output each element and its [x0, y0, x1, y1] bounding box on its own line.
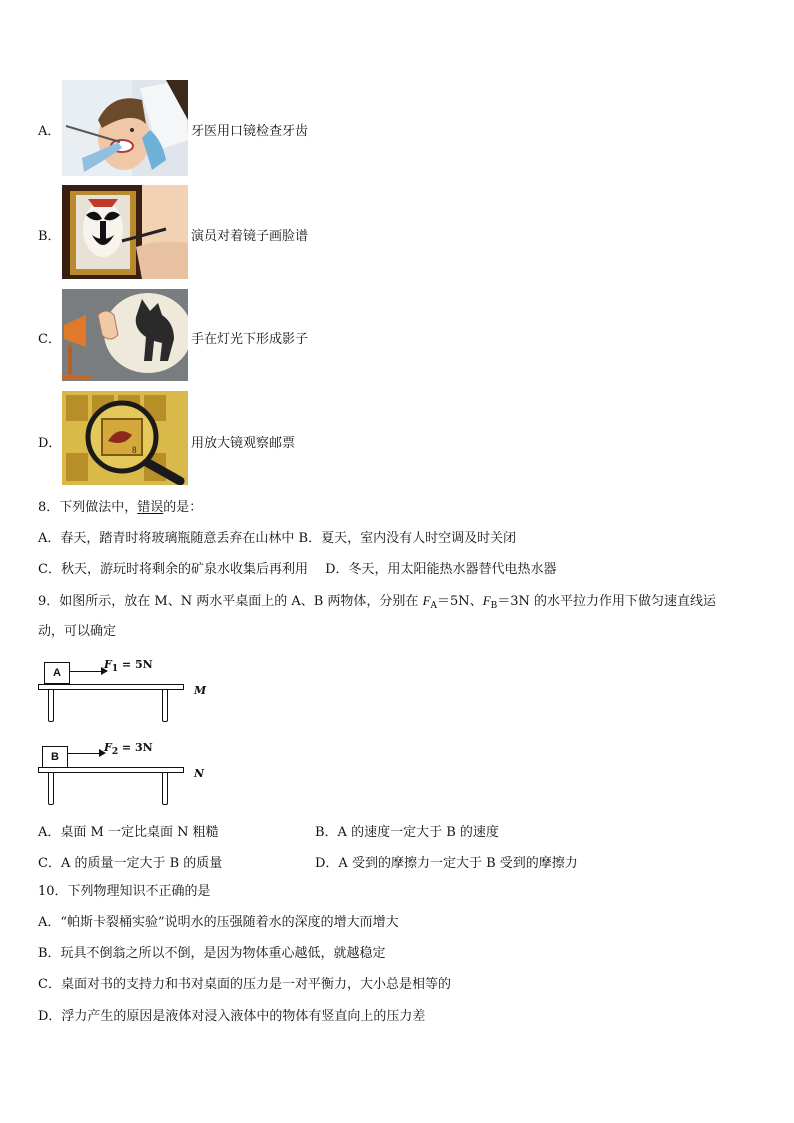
force-1-label: $F_1 = 5N$ — [104, 658, 153, 674]
table-leg — [162, 690, 168, 722]
q8-options-line-2: C．秋天，游玩时将剩余的矿泉水收集后再利用 D．冬天，用太阳能热水器替代电热水器 — [38, 562, 557, 577]
option-text: 演员对着镜子画脸谱 — [191, 229, 309, 244]
table-leg — [48, 690, 54, 722]
q9-option-c: C．A 的质量一定大于 B 的质量 — [38, 856, 223, 871]
q10-option-d: D．浮力产生的原因是液体对浸入液体中的物体有竖直向上的压力差 — [38, 1009, 426, 1024]
q10-stem: 10．下列物理知识不正确的是 — [38, 884, 211, 899]
magnifier-stamp-photo — [62, 391, 188, 485]
dentist-photo — [62, 80, 188, 176]
force-arrow-line — [67, 753, 101, 754]
option-text: 牙医用口镜检查牙齿 — [191, 124, 309, 139]
block-a: A — [44, 662, 70, 684]
option-letter: C． — [38, 332, 61, 347]
option-text: 手在灯光下形成影子 — [191, 332, 309, 347]
force-b-subscript: B — [490, 601, 498, 611]
table-leg — [48, 773, 54, 805]
q10-option-a: A．“帕斯卡裂桶实验”说明水的压强随着水的深度的增大而增大 — [38, 915, 399, 930]
table-m-label: M — [194, 684, 207, 697]
table-n-figure — [38, 740, 218, 810]
q9-stem-a: 9．如图所示，放在 M、N 两水平桌面上的 A、B 两物体，分别在 — [38, 594, 419, 609]
table-m-figure — [38, 656, 218, 726]
table-leg — [162, 773, 168, 805]
q9-option-b: B．A 的速度一定大于 B 的速度 — [315, 825, 499, 840]
q8-stem-pre: 8．下列做法中， — [38, 500, 138, 515]
q9-stem-line-2: 动，可以确定 — [38, 624, 117, 639]
option-letter: B． — [38, 229, 61, 244]
q9-option-d: D．A 受到的摩擦力一定大于 B 受到的摩擦力 — [315, 856, 578, 871]
force-b-value: ＝3N 的水平拉力作用下做匀速直线运 — [497, 594, 717, 609]
q8-options-line-1: A．春天，踏青时将玻璃瓶随意丢弃在山林中 B．夏天，室内没有人时空调及时关闭 — [38, 531, 517, 546]
q9-option-a: A．桌面 M 一定比桌面 N 粗糙 — [38, 825, 219, 840]
force-b-symbol: F — [482, 593, 491, 608]
opera-mask-photo — [62, 185, 188, 279]
svg-text:8: 8 — [132, 445, 137, 455]
q10-option-b: B．玩具不倒翁之所以不倒，是因为物体重心越低，就越稳定 — [38, 946, 386, 961]
q8-stem-post: 的是： — [163, 500, 203, 515]
q9-stem-line-1 — [38, 592, 716, 615]
force-a-value: ＝5N、 — [437, 594, 483, 609]
force-a-symbol: F — [422, 593, 431, 608]
q10-option-c: C．桌面对书的支持力和书对桌面的压力是一对平衡力，大小总是相等的 — [38, 977, 451, 992]
hand-shadow-photo — [62, 289, 188, 381]
option-letter: D． — [38, 436, 62, 451]
force-a-subscript: A — [430, 601, 438, 611]
q8-stem — [38, 499, 202, 517]
table-n-label: N — [194, 767, 205, 780]
option-letter: A． — [38, 124, 61, 139]
block-b: B — [42, 746, 68, 768]
q8-stem-underline: 错误 — [137, 500, 164, 515]
force-2-label: $F_2 = 3N$ — [104, 741, 153, 757]
force-arrow-line — [69, 671, 103, 672]
option-text: 用放大镜观察邮票 — [191, 436, 296, 451]
